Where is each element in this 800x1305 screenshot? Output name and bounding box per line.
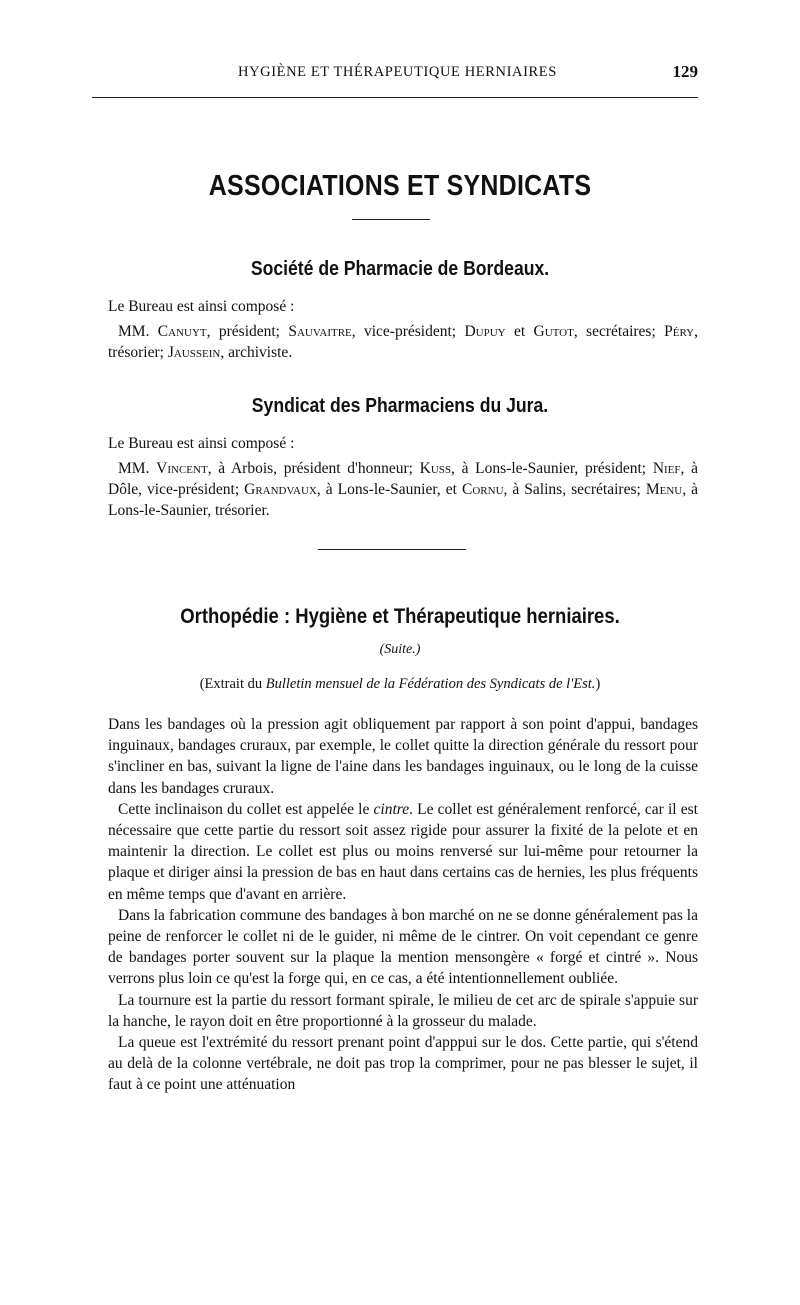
member-role: , à Arbois, président d'honneur; [207, 460, 420, 477]
paragraph: La queue est l'extrémité du ressort prenant point d'apppui sur le dos. Cette partie, qui s'étend au delà de la colonne vertébrale, ne doit pas trop la comprimer, pour ne pas blesser le sujet, il faut à ce point une atténuation [108, 1034, 698, 1094]
article-suite: (Suite.) [379, 642, 421, 657]
societe-intro: Le Bureau est ainsi composé : [108, 298, 295, 315]
section-divider [318, 549, 466, 550]
member-role: , archiviste. [220, 344, 293, 362]
syndicat-intro: Le Bureau est ainsi composé : [108, 435, 295, 452]
member-name: Jaussein [167, 344, 221, 362]
paragraph: Dans la fabrication commune des bandages à bon marché on ne se donne généralement pas la peine de renforcer le collet ni de le guider, ni même de le cintrer. On voit cependant ce genre de bandages porter souvent sur la plaque la mention mensongère « forgé et cintré ». Nous verrons plus loin ce qu'est la forge qui, en ce cas, a été intentionnellement oubliée. [108, 906, 698, 988]
member-role: , à Lons-le-Saunier, et [316, 481, 462, 499]
paragraph [108, 799, 698, 905]
syndicat-members [108, 458, 698, 522]
paragraph: Dans les bandages où la pression agit obliquement par rapport à son point d'appui, bandages inguinaux, bandages cruraux, par exemple, le collet quitte la direction générale du ressort pour s'incliner en bas, suivant la ligne de l'aine dans les bandages inguinaux, ou le long de la cuisse dans les bandages cruraux. [108, 716, 698, 797]
member-name: Canuyt [157, 323, 207, 340]
member-role: , à Dôle, vice-président; [108, 460, 698, 499]
member-role: , à Salins, secrétaires; [503, 481, 646, 499]
article-body [108, 714, 698, 1096]
member-role: , à Lons-le-Saunier, président; [451, 460, 653, 477]
article-title: Orthopédie : Hygiène et Thérapeutique herniaires. [180, 605, 620, 628]
paragraph: La tournure est la partie du ressort formant spirale, le milieu de cet arc de spirale s'appuie sur la hanche, le rayon doit en être proportionné à la grosseur du malade. [108, 991, 698, 1030]
article-source [0, 676, 800, 693]
member-name: Grandvaux [244, 481, 317, 499]
member-role: , président; [206, 323, 289, 340]
member-name: Menu [645, 481, 683, 499]
member-name: Nief [652, 460, 681, 477]
member-name: Cornu [462, 481, 504, 499]
syndicat-mm: MM. [118, 460, 157, 477]
member-name: Gutot [533, 323, 574, 340]
source-prefix: (Extrait du [199, 676, 266, 692]
societe-title: Société de Pharmacie de Bordeaux. [250, 258, 550, 280]
page-number: 129 [672, 62, 698, 81]
syndicat-title: Syndicat des Pharmaciens du Jura. [251, 395, 549, 417]
member-role: , à Lons-le-Saunier, trésorier. [108, 481, 698, 520]
section-rule [352, 219, 430, 220]
paragraph-text: . Le collet est généralement renforcé, car il est nécessaire que cette partie du ressort soit assez rigide pour assurer la fixité de la pelote et en maintenir la direction. Le collet est plus ou moins renversé sur lui-même pour retourner la plaque et diriger ainsi la pression de bas en haut dans certains cas de hernies, les plus fréquents en même temps que d'avant en arrière. [108, 800, 698, 903]
member-name: Kuss [419, 460, 452, 477]
section-title: ASSOCIATIONS ET SYNDICATS [208, 170, 592, 202]
societe-members [108, 321, 698, 363]
member-role: , trésorier; [108, 323, 698, 362]
source-suffix: ) [595, 676, 601, 692]
running-title: HYGIÈNE ET THÉRAPEUTIQUE HERNIAIRES [238, 64, 557, 80]
source-title: Bulletin mensuel de la Fédération des Syndicats de l'Est. [265, 676, 596, 692]
member-role: , secrétaires; [573, 323, 665, 340]
member-name: Sauvaitre [288, 323, 352, 340]
running-head [108, 62, 698, 86]
member-name: Péry [664, 323, 695, 340]
paragraph-text: Cette inclinaison du collet est appelée le [118, 800, 374, 818]
member-role: , vice-président; [351, 323, 465, 340]
header-rule [92, 97, 698, 98]
member-name: Vincent [156, 460, 208, 477]
societe-mm: MM. [118, 323, 158, 340]
member-role: et [505, 323, 534, 340]
member-name: Dupuy [464, 323, 506, 340]
emphasis: cintre [373, 800, 410, 818]
